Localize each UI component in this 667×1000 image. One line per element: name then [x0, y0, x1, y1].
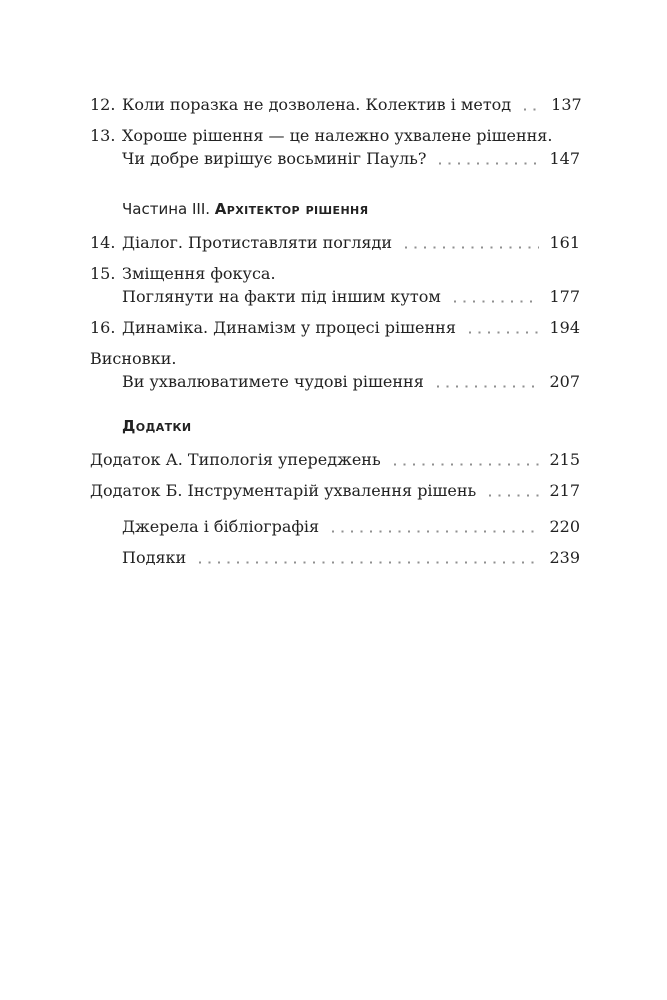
- page-number: 215: [549, 450, 580, 469]
- page-number: 161: [549, 233, 580, 252]
- toc-entry: [90, 124, 580, 170]
- page-number: 137: [551, 95, 582, 114]
- entry-content: [90, 347, 580, 393]
- dot-leader: [393, 463, 540, 466]
- toc-entry: [90, 479, 580, 502]
- entry-tail-line: [90, 479, 580, 502]
- entry-content: [122, 231, 580, 254]
- entry-title-line: Додаток Б. Інструментарій ухвалення рішень: [90, 481, 477, 500]
- entry-content: [122, 93, 580, 116]
- entry-content: [122, 262, 580, 308]
- entry-title-line: Додаток А. Типологія упереджень: [90, 450, 381, 469]
- toc-entry: [90, 448, 580, 471]
- chapter-number: 16.: [90, 318, 116, 337]
- page-number: 194: [549, 318, 580, 337]
- dot-leader: [404, 246, 539, 249]
- toc-entry: [90, 262, 580, 308]
- section-title: Додатки: [122, 417, 192, 435]
- part-number-label: Частина III.: [122, 200, 211, 218]
- entry-tail-line: [122, 285, 580, 308]
- entry-title-line: Ви ухвалюватимете чудові рішення: [122, 372, 424, 391]
- toc-entry: [90, 546, 580, 569]
- entry-tail-line: [122, 546, 580, 569]
- page-number: 177: [549, 287, 580, 306]
- entry-content: [90, 479, 580, 502]
- entry-tail-line: [122, 316, 580, 339]
- entry-title-line: Зміщення фокуса.: [122, 264, 276, 283]
- entry-content: [122, 515, 580, 538]
- dot-leader: [488, 494, 539, 497]
- entry-title-line: Подяки: [122, 548, 187, 567]
- page-number: 220: [549, 517, 580, 536]
- dot-leader: [436, 385, 540, 388]
- entry-title-line: Чи добре вирішує восьминіг Пауль?: [122, 149, 427, 168]
- toc-entry: [90, 316, 580, 339]
- chapter-number: 14.: [90, 233, 116, 252]
- entry-content: [90, 448, 580, 471]
- entry-tail-line: [122, 147, 580, 170]
- entry-title-line: Діалог. Протиставляти погляди: [122, 233, 393, 252]
- toc-entry: [90, 93, 580, 116]
- dot-leader: [438, 162, 539, 165]
- dot-leader: [331, 530, 539, 533]
- dot-leader: [523, 108, 541, 111]
- entry-tail-line: [122, 93, 580, 116]
- toc-entry: [90, 231, 580, 254]
- entry-title-line: Джерела і бібліографія: [122, 517, 320, 536]
- entry-title-line: Висновки.: [90, 349, 177, 368]
- entry-title-line: Поглянути на факти під іншим кутом: [122, 287, 441, 306]
- entry-tail-line: [90, 370, 580, 393]
- dot-leader: [198, 561, 539, 564]
- chapter-number: 12.: [90, 95, 116, 114]
- page-number: 147: [549, 149, 580, 168]
- page-number: 207: [549, 372, 580, 391]
- entry-tail-line: [122, 515, 580, 538]
- entry-content: [122, 546, 580, 569]
- part-title: Архітектор рішення: [214, 200, 369, 218]
- entry-title-line: Динаміка. Динамізм у процесі рішення: [122, 318, 456, 337]
- entry-content: [122, 316, 580, 339]
- page-number: 239: [549, 548, 580, 567]
- toc-entry-list: [90, 93, 580, 569]
- entry-tail-line: [122, 231, 580, 254]
- chapter-number: 13.: [90, 126, 116, 145]
- toc-entry: [90, 347, 580, 393]
- entry-tail-line: [90, 448, 580, 471]
- chapter-number: 15.: [90, 264, 116, 283]
- entry-content: [122, 124, 580, 170]
- part-heading: [90, 198, 580, 221]
- toc-entry: [90, 515, 580, 538]
- dot-leader: [453, 300, 540, 303]
- dot-leader: [468, 331, 540, 334]
- entry-title-line: Хороше рішення — це належно ухвалене рішення.: [122, 126, 553, 145]
- entry-title-line: Коли поразка не дозволена. Колектив і метод: [122, 95, 512, 114]
- page-number: 217: [549, 481, 580, 500]
- section-heading: [90, 415, 580, 438]
